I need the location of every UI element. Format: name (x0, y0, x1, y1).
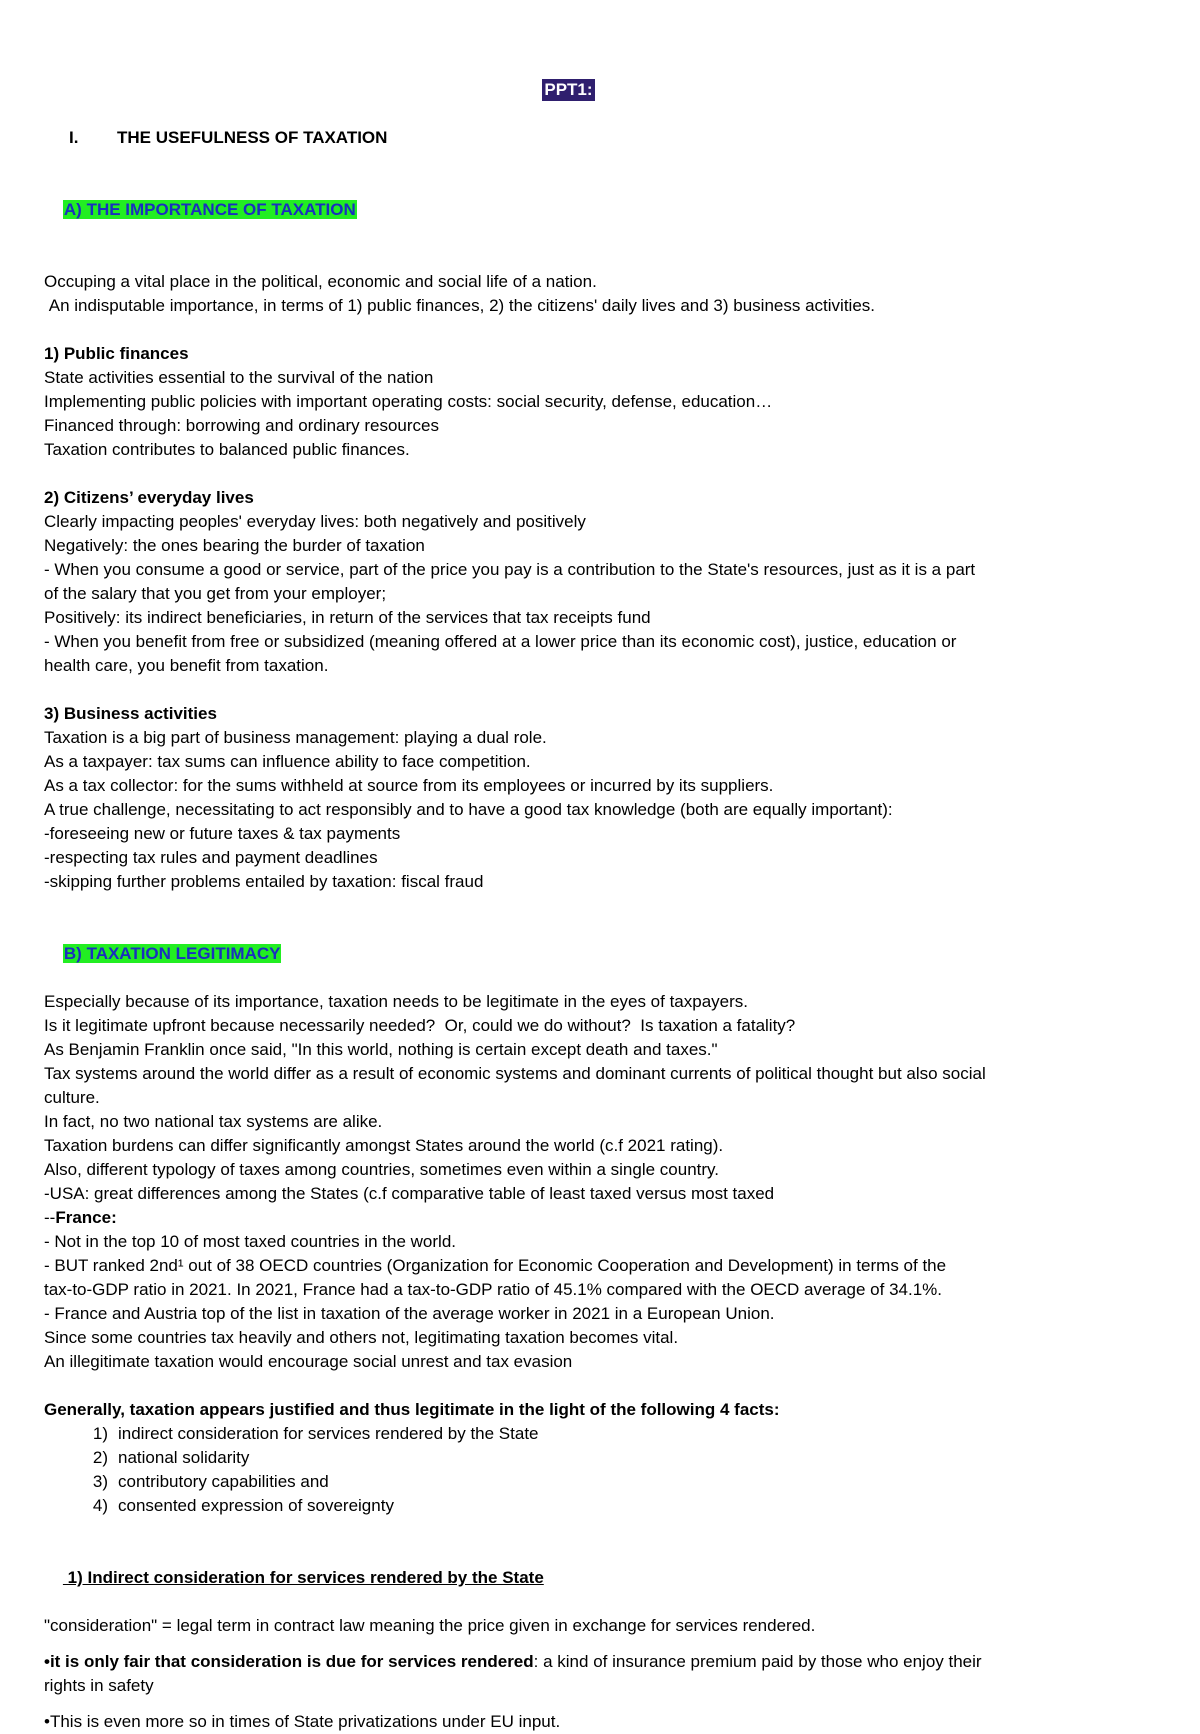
paragraph-line: tax-to-GDP ratio in 2021. In 2021, France had a tax-to-GDP ratio of 45.1% compared with the OECD average of 34.1%. (44, 1280, 943, 1299)
list-item (44, 1494, 1074, 1518)
paragraph-line: Financed through: borrowing and ordinary resources (44, 416, 440, 435)
list-item (44, 1470, 1074, 1494)
paragraph-line: of the salary that you get from your employer; (44, 584, 387, 603)
paragraph-line: - France and Austria top of the list in taxation of the average worker in 2021 in a European Union. (44, 1304, 775, 1323)
paragraph-line: Since some countries tax heavily and others not, legitimating taxation becomes vital. (44, 1328, 679, 1347)
paragraph-line: Tax systems around the world differ as a result of economic systems and dominant currents of political thought but also social (44, 1064, 986, 1083)
subheading-text: 1) Indirect consideration for services rendered by the State (62, 1568, 544, 1587)
subheading-citizens: 2) Citizens’ everyday lives (44, 488, 254, 507)
list-text: national solidarity (118, 1448, 250, 1467)
bullet-bold-text: •it is only fair that consideration is due for services rendered (44, 1652, 534, 1671)
france-label: France: (55, 1208, 117, 1227)
list-number: 1) (92, 1424, 108, 1443)
subheading-business: 3) Business activities (44, 704, 217, 723)
paragraph-line: -USA: great differences among the States (c.f comparative table of least taxed versus most taxed (44, 1184, 775, 1203)
paragraph-line: -skipping further problems entailed by taxation: fiscal fraud (44, 872, 484, 891)
part-a-heading (44, 174, 1074, 246)
bullet-paragraph (44, 1650, 1074, 1674)
paragraph-line: A true challenge, necessitating to act responsibly and to have a good tax knowledge (both are equally important): (44, 800, 893, 819)
facts-heading: Generally, taxation appears justified and thus legitimate in the light of the following 4 facts: (44, 1400, 780, 1419)
paragraph-line: An indisputable importance, in terms of 1) public finances, 2) the citizens' daily lives and 3) business activities. (44, 296, 875, 315)
section-number: I. (69, 128, 79, 147)
paragraph-line: Clearly impacting peoples' everyday lives: both negatively and positively (44, 512, 586, 531)
section-title: THE USEFULNESS OF TAXATION (117, 128, 388, 147)
list-item (44, 1422, 1074, 1446)
paragraph-line: Taxation contributes to balanced public finances. (44, 440, 410, 459)
paragraph-line: -foreseeing new or future taxes & tax payments (44, 824, 401, 843)
subheading-indirect-consideration (44, 1542, 1074, 1614)
document-body (44, 54, 1074, 1734)
list-number: 2) (92, 1448, 108, 1467)
paragraph-line: As Benjamin Franklin once said, "In this world, nothing is certain except death and taxes." (44, 1040, 718, 1059)
paragraph-line: - When you consume a good or service, part of the price you pay is a contribution to the State's resources, just as it is a part (44, 560, 976, 579)
paragraph-line: - Not in the top 10 of most taxed countries in the world. (44, 1232, 456, 1251)
part-a-title: A) THE IMPORTANCE OF TAXATION (63, 200, 356, 219)
paragraph-line: An illegitimate taxation would encourage social unrest and tax evasion (44, 1352, 573, 1371)
paragraph-line: Positively: its indirect beneficiaries, in return of the services that tax receipts fund (44, 608, 651, 627)
paragraph-line: health care, you benefit from taxation. (44, 656, 329, 675)
paragraph-line: culture. (44, 1088, 100, 1107)
paragraph-line: Taxation is a big part of business management: playing a dual role. (44, 728, 547, 747)
paragraph-line: In fact, no two national tax systems are alike. (44, 1112, 383, 1131)
paragraph-line: As a taxpayer: tax sums can influence ability to face competition. (44, 752, 531, 771)
ppt-badge: PPT1: (544, 80, 593, 99)
ppt-header (44, 54, 1074, 126)
paragraph-line: As a tax collector: for the sums withheld at source from its employees or incurred by its suppliers. (44, 776, 774, 795)
france-prefix: -- (44, 1208, 56, 1227)
list-number: 3) (92, 1472, 108, 1491)
section-heading (44, 126, 1074, 150)
paragraph-line: Especially because of its importance, taxation needs to be legitimate in the eyes of taxpayers. (44, 992, 749, 1011)
france-heading (44, 1206, 1074, 1230)
list-text: indirect consideration for services rendered by the State (118, 1424, 539, 1443)
bullet-paragraph: •This is even more so in times of State privatizations under EU input. (44, 1712, 561, 1731)
list-text: consented expression of sovereignty (118, 1496, 394, 1515)
paragraph-line: Occuping a vital place in the political, economic and social life of a nation. (44, 272, 597, 291)
paragraph-line: Also, different typology of taxes among countries, sometimes even within a single country. (44, 1160, 719, 1179)
list-item (44, 1446, 1074, 1470)
paragraph-line: Is it legitimate upfront because necessarily needed? Or, could we do without? Is taxation a fatality? (44, 1016, 796, 1035)
bullet-text: : a kind of insurance premium paid by those who enjoy their (533, 1652, 982, 1671)
paragraph-line: - BUT ranked 2nd¹ out of 38 OECD countries (Organization for Economic Cooperation and Development) in terms of the (44, 1256, 947, 1275)
paragraph-line: State activities essential to the survival of the nation (44, 368, 434, 387)
paragraph-line: "consideration" = legal term in contract law meaning the price given in exchange for services rendered. (44, 1616, 816, 1635)
paragraph-line: -respecting tax rules and payment deadlines (44, 848, 378, 867)
paragraph-line: Implementing public policies with important operating costs: social security, defense, education… (44, 392, 773, 411)
paragraph-line: Taxation burdens can differ significantly amongst States around the world (c.f 2021 rating). (44, 1136, 724, 1155)
list-number: 4) (92, 1496, 108, 1515)
part-b-title: B) TAXATION LEGITIMACY (63, 944, 281, 963)
paragraph-line: rights in safety (44, 1676, 154, 1695)
list-text: contributory capabilities and (118, 1472, 329, 1491)
paragraph-line: Negatively: the ones bearing the burder of taxation (44, 536, 425, 555)
subheading-public-finances: 1) Public finances (44, 344, 189, 363)
paragraph-line: - When you benefit from free or subsidized (meaning offered at a lower price than its economic cost), justice, education or (44, 632, 957, 651)
part-b-heading (44, 918, 1074, 990)
